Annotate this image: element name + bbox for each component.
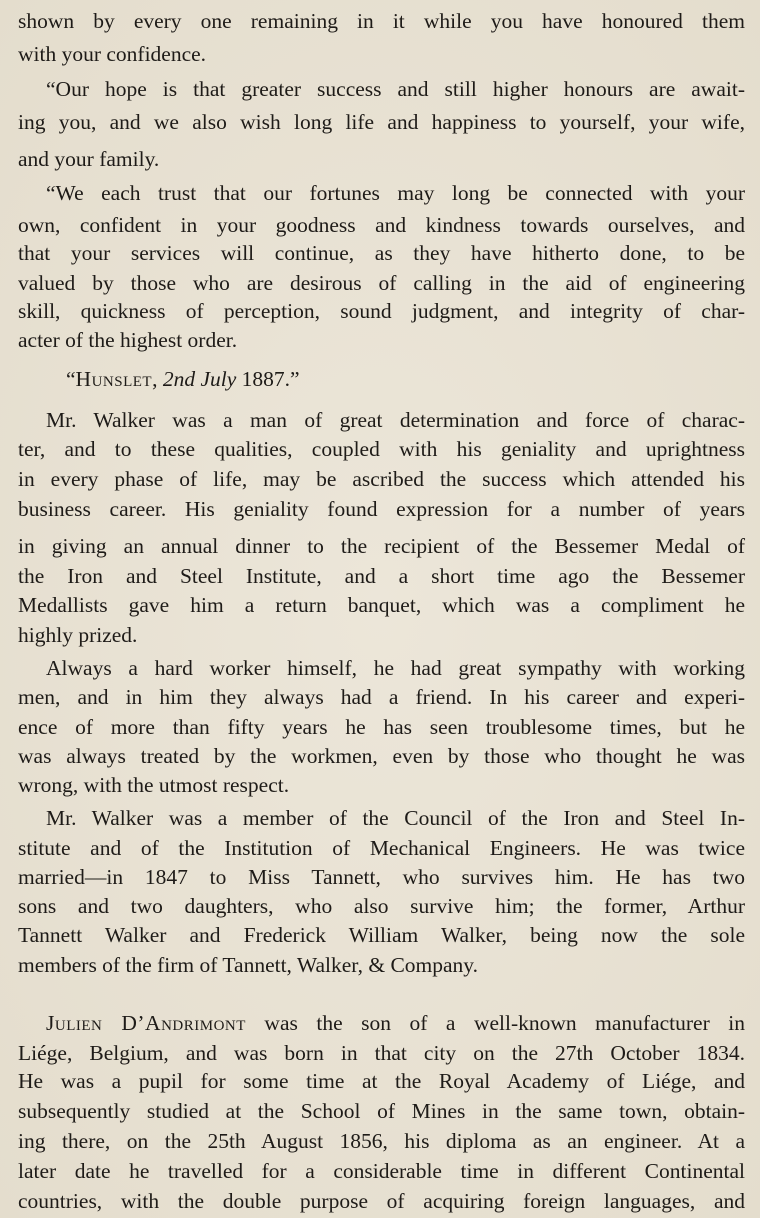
text-segment: countries, with the double purpose of acquiring foreign languages, and [18,1189,745,1213]
text-line [18,298,745,324]
text-line [18,592,745,618]
text-line [18,1040,745,1066]
text-segment: Medallists gave him a return banquet, which was a compliment he [18,593,745,617]
text-line [18,1188,745,1214]
text-segment: “Our hope is that greater success and still higher honours are await- [46,77,745,101]
text-segment: , [152,367,163,391]
text-line [18,496,745,522]
text-segment: ing you, and we also wish long life and happiness to yourself, your wife, [18,110,745,134]
text-segment: in giving an annual dinner to the recipient of the Bessemer Medal of [18,534,745,558]
text-segment: wrong, with the utmost respect. [18,773,290,797]
text-line [18,622,745,648]
text-segment: Always a hard worker himself, he had great sympathy with working [46,656,745,680]
text-segment: “ [66,367,76,391]
text-segment: skill, quickness of perception, sound judgment, and integrity of char- [18,299,745,323]
text-line [18,1068,745,1094]
text-segment: with your confidence. [18,42,207,66]
text-line [18,952,745,978]
text-segment: highly prized. [18,623,138,647]
text-segment: in every phase of life, may be ascribed the success which attended his [18,467,745,491]
text-line [18,835,745,861]
text-segment: Liége, Belgium, and was born in that city on the 27th October 1834. [18,1041,745,1065]
text-segment: was always treated by the workmen, even by those who thought he was [18,744,745,768]
text-segment: the Iron and Steel Institute, and a short time ago the Bessemer [18,564,745,588]
text-line [18,270,745,296]
text-segment: acter of the highest order. [18,328,238,352]
italic-text: 2nd July [162,367,237,391]
text-segment: shown by every one remaining in it while you have honoured them [18,9,745,33]
small-caps-text: Hunslet [75,367,153,391]
text-segment: valued by those who are desirous of calling in the aid of engineering [18,271,745,295]
text-segment: 1887.” [236,367,300,391]
text-segment: members of the firm of Tannett, Walker, & Company. [18,953,479,977]
text-segment: He was a pupil for some time at the Royal Academy of Liége, and [18,1069,745,1093]
text-line [46,76,745,102]
text-segment: ing there, on the 25th August 1856, his diploma as an engineer. At a [18,1129,745,1153]
text-segment: sons and two daughters, who also survive him; the former, Arthur [18,894,745,918]
text-line [66,366,300,392]
text-segment: own, confident in your goodness and kindness towards ourselves, and [18,213,745,237]
text-segment: business career. His geniality found expression for a number of years [18,497,745,521]
text-line [18,743,745,769]
text-segment: was the son of a well-known manufacturer in [245,1011,745,1035]
text-segment: and your family. [18,147,160,171]
text-line [18,327,745,353]
text-segment: Mr. Walker was a member of the Council of the Iron and Steel In- [46,806,745,830]
text-segment: Tannett Walker and Frederick William Walker, being now the sole [18,923,745,947]
text-segment: “We each trust that our fortunes may long be connected with your [46,181,745,205]
text-segment: stitute and of the Institution of Mechanical Engineers. He was twice [18,836,745,860]
text-line [46,805,745,831]
text-line [46,655,745,681]
text-segment: later date he travelled for a considerable time in different Continental [18,1159,745,1183]
text-line [18,864,745,890]
text-segment: subsequently studied at the School of Mines in the same town, obtain- [18,1099,745,1123]
text-line [46,1010,745,1036]
text-line [18,436,745,462]
text-line [18,109,745,135]
text-line [18,563,745,589]
text-segment: Mr. Walker was a man of great determination and force of charac- [46,408,745,432]
text-line [18,146,745,172]
text-line [18,684,745,710]
text-segment: ter, and to these qualities, coupled with his geniality and uprightness [18,437,745,461]
text-line [18,240,745,266]
text-line [18,893,745,919]
text-segment: men, and in him they always had a friend. In his career and experi- [18,685,745,709]
text-line [18,714,745,740]
text-segment: married—in 1847 to Miss Tannett, who survives him. He has two [18,865,745,889]
text-line [18,1128,745,1154]
text-line [18,772,745,798]
text-segment: ence of more than fifty years he has seen troublesome times, but he [18,715,745,739]
text-segment: that your services will continue, as they have hitherto done, to be [18,241,745,265]
small-caps-text: Julien D’Andrimont [46,1011,246,1035]
text-line [18,212,745,238]
text-line [18,41,745,67]
text-line [18,922,745,948]
text-line [18,1098,745,1124]
text-line [18,8,745,34]
text-line [18,466,745,492]
text-line [46,180,745,206]
text-line [18,1158,745,1184]
text-line [46,407,745,433]
text-line [18,533,745,559]
